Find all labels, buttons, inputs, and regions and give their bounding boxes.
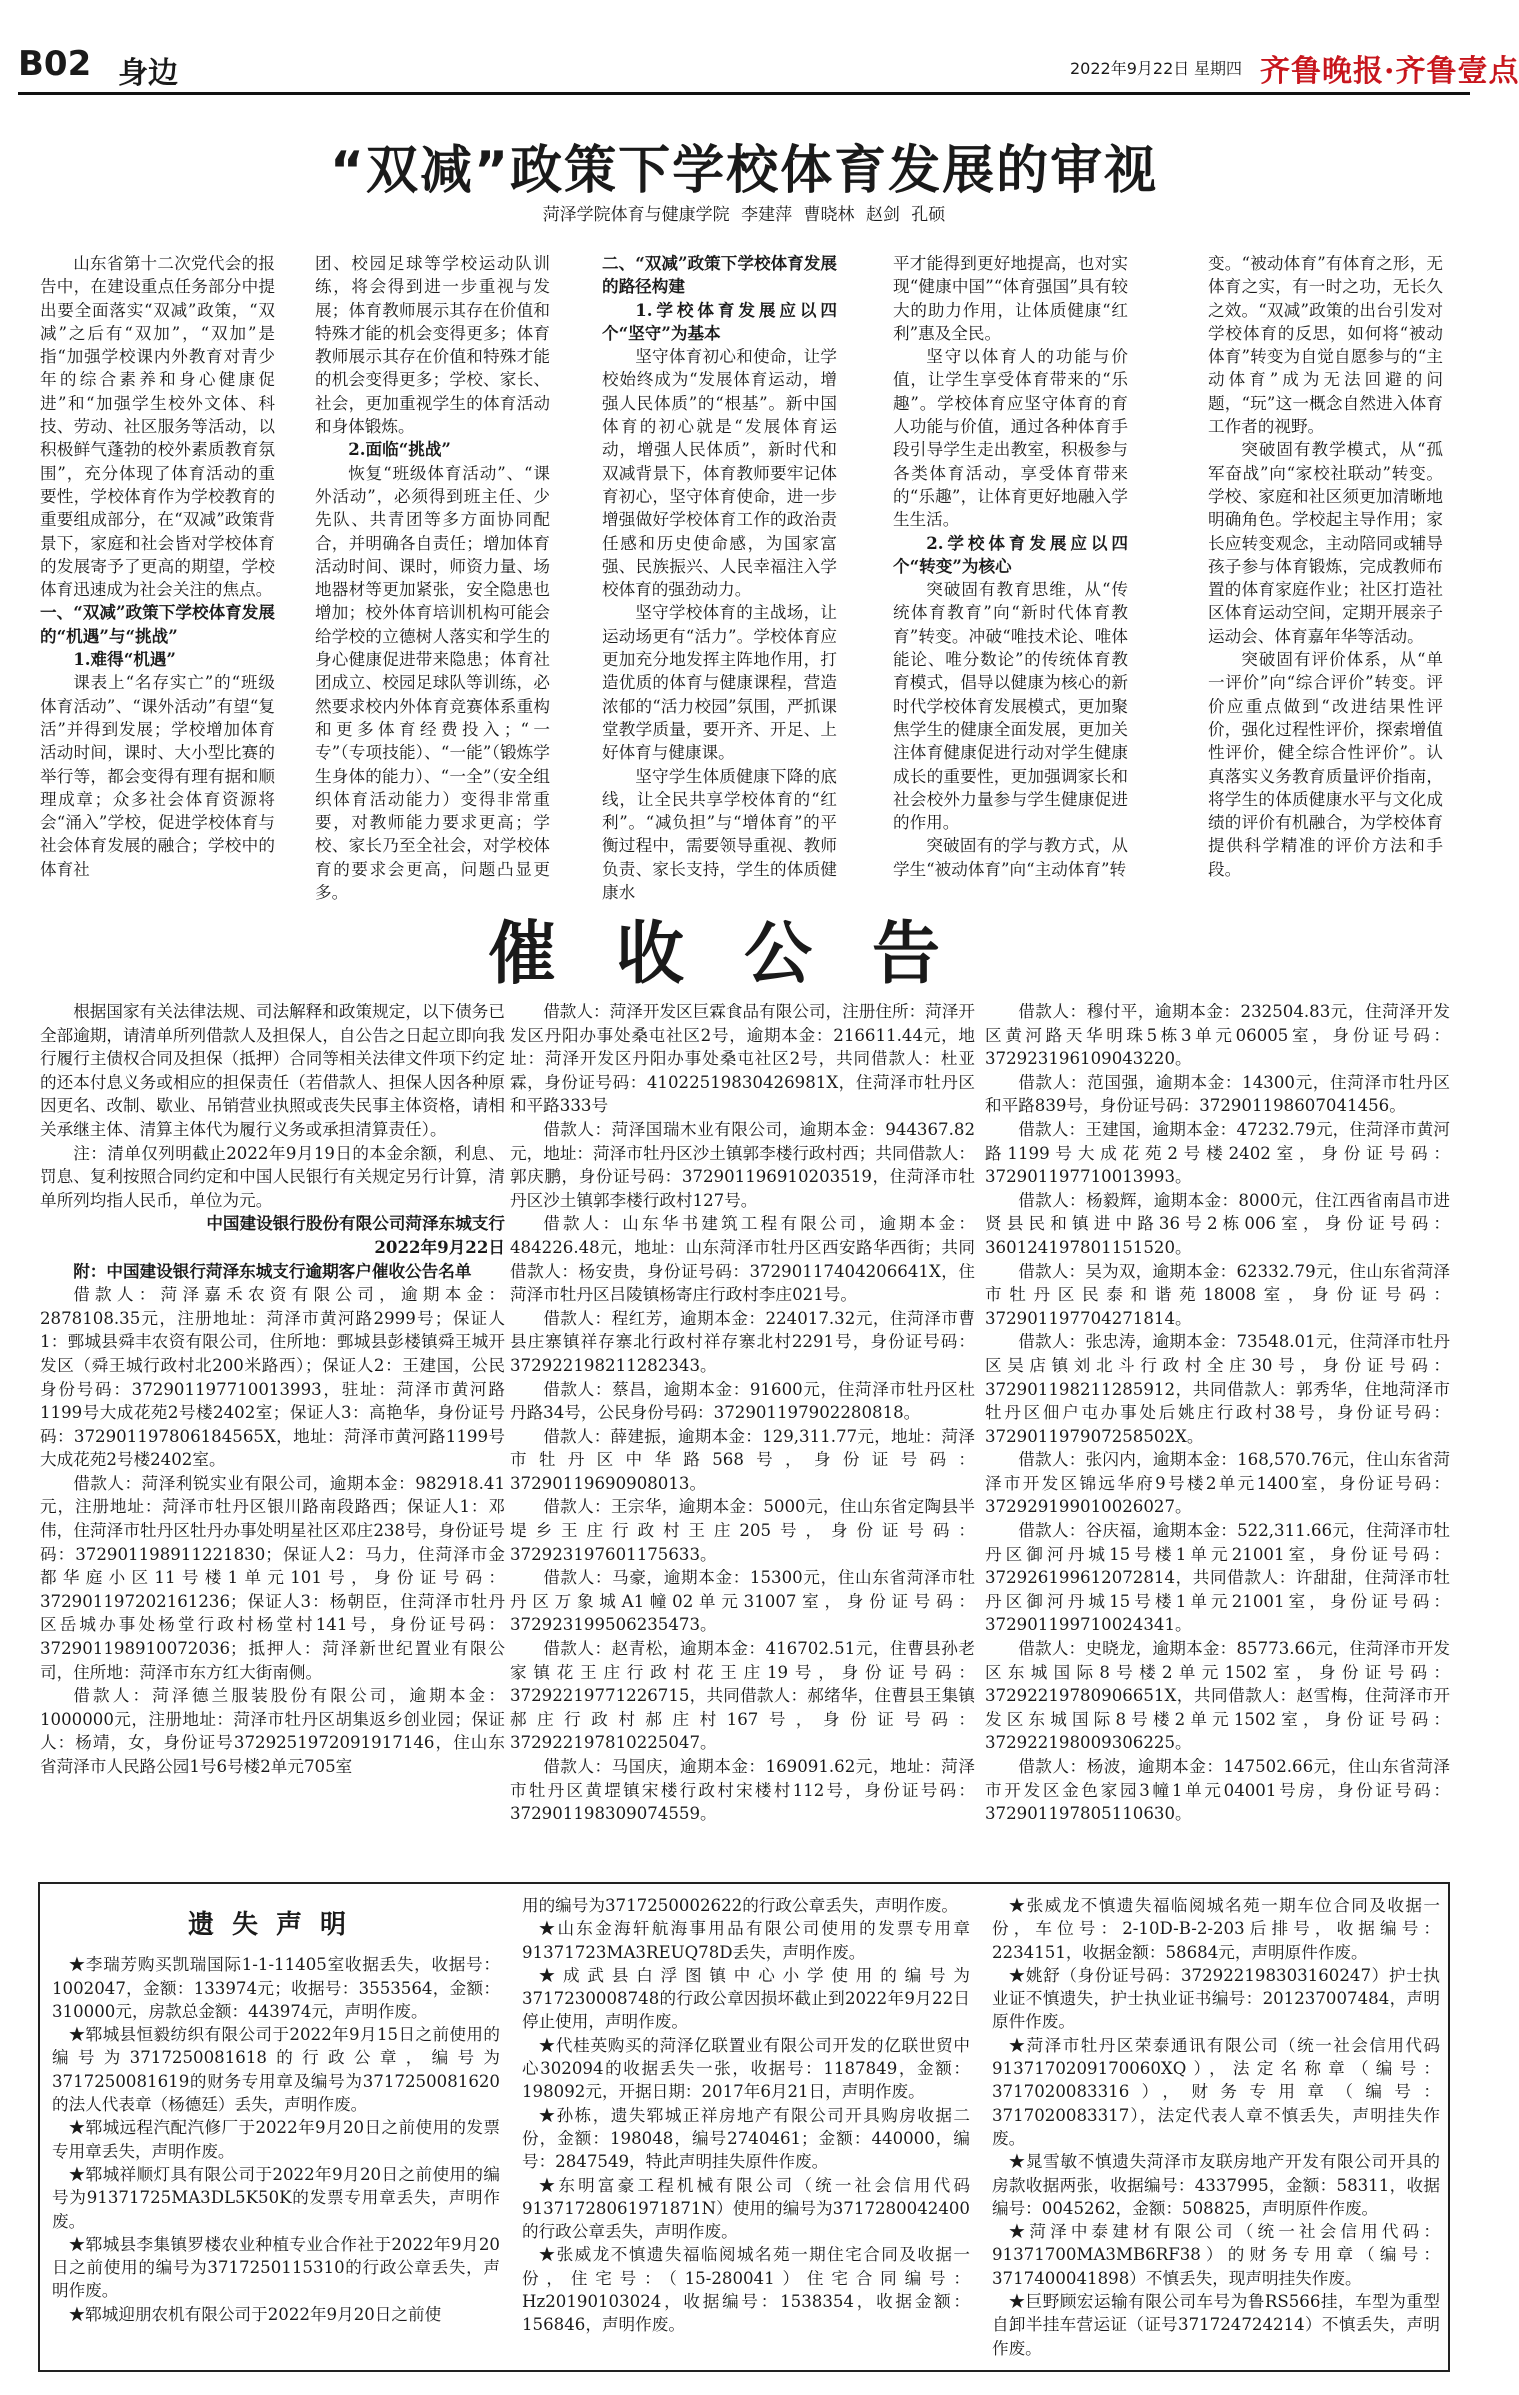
header-rule	[18, 92, 1470, 95]
paragraph: ★山东金海轩航海事用品有限公司使用的发票专用章91371723MA3REUQ78D丢失，声明作废。	[522, 1919, 970, 1962]
paragraph: ★菏泽中泰建材有限公司（统一社会信用代码：91371700MA3MB6RF38）的财务专用章（编号：3717400041898）不慎丢失，现声明挂失作废。	[992, 2222, 1440, 2288]
paragraph: 坚守体育初心和使命，让学校始终成为“发展体育运动，增强人民体质”的“根基”。新中国体育的初心就是“发展体育运动，增强人民体质”，新时代和双减背景下，体育教师要牢记体育初心，坚守体育使命，进一步增强做好学校体育工作的政治责任感和历史使命感，为国家富强、民族振兴、人民幸福注入学校体育的强劲动力。	[602, 347, 837, 600]
paragraph: 借款人：吴为双，逾期本金：62332.79元，住山东省菏泽市牡丹区民泰和谐苑18008室，身份证号码：372901197704271814。	[985, 1261, 1450, 1328]
paragraph: 借款人：菏泽嘉禾农资有限公司，逾期本金：2878108.35元，注册地址：菏泽市黄河路2999号；保证人1：鄄城县舜丰农资有限公司，住所地：鄄城县彭楼镇舜王城开发区（舜王城行政村北200米路西）；保证人2：王建国，公民身份号码：372901197710013993，驻址：菏泽市黄河路1199号大成花苑2号楼2402室；保证人3：高艳华，身份证号码：372901197806184565X，地址：菏泽市黄河路1199号大成花苑2号楼2402室。	[40, 1285, 505, 1470]
paragraph: ★姚舒（身份证号码：372922198303160247）护士执业证不慎遗失，护士执业证书编号：201237007484，声明原件作废。	[992, 1965, 1440, 2032]
paragraph: 借款人：山东华书建筑工程有限公司，逾期本金：484226.48元，地址：山东菏泽市牡丹区西安路华西街；共同借款人：杨安贵，身份证号码：37290117404206641X，住菏泽市牡丹区吕陵镇杨寄庄行政村李庄021号。	[510, 1214, 975, 1305]
paragraph: 突破固有评价体系，从“单一评价”向“综合评价”转变。评价应重点做到“改进结果性评价，强化过程性评价，探索增值性评价，健全综合性评价”。认真落实义务教育质量评价指南，将学生的体质健康水平与文化成绩的评价有机融合，为学校体育提供科学精准的评价方法和手段。	[1208, 650, 1443, 879]
section-name: 身边	[118, 56, 178, 91]
paragraph: 坚守以体育人的功能与价值，让学生享受体育带来的“乐趣”。学校体育应坚守体育的育人功能与价值，通过各种体育手段引导学生走出教室，积极参与各类体育活动，享受体育带来的“乐趣”，让体育更好地融入学生生活。	[893, 347, 1128, 530]
paragraph: 借款人：马国庆，逾期本金：169091.62元，地址：菏泽市牡丹区黄堽镇宋楼行政村宋楼村112号，身份证号码：372901198309074559。	[510, 1757, 975, 1824]
paragraph: ★张威龙不慎遗失福临阅城名苑一期车位合同及收据一份，车位号：2-10D-B-2-203后排号，收据编号：2234151，收据金额：58684元，声明原件作废。	[992, 1896, 1440, 1962]
paragraph: ★巨野顾宏运输有限公司车号为鲁RS566挂，车型为重型自卸半挂车营运证（证号371724724214）不慎丢失，声明作废。	[992, 2292, 1440, 2358]
article-byline: 菏泽学院体育与健康学院 李建萍 曹晓林 赵剑 孔硕	[542, 205, 946, 225]
paragraph: 借款人：王建国，逾期本金：47232.79元，住菏泽市黄河路1199号大成花苑2号楼2402室，身份证号码：372901197710013993。	[985, 1119, 1450, 1187]
paragraph: ★代桂英购买的菏泽亿联置业有限公司开发的亿联世贸中心302094的收据丢失一张，收据号：1187849，金额：198092元，开据日期：2017年6月21日，声明作废。	[522, 2035, 970, 2102]
paragraph: 借款人：菏泽利锐实业有限公司，逾期本金：982918.41元，注册地址：菏泽市牡丹区银川路南段路西；保证人1：邓伟，住菏泽市牡丹区牡丹办事处明星社区邓庄238号，身份证号码：372901198911221830；保证人2：马力，住菏泽市金都华庭小区11号楼1单元101号，身份证号码：372901197202161236；保证人3：杨朝臣，住菏泽市牡丹区岳城办事处杨堂行政村杨堂村141号，身份证号码：372901198910072036；抵押人：菏泽新世纪置业有限公司，住所地：菏泽市东方红大街南侧。	[40, 1473, 505, 1682]
paragraph: 借款人：菏泽德兰服装股份有限公司，逾期本金：1000000元，注册地址：菏泽市牡丹区胡集返乡创业园；保证人：杨靖，女，身份证号3729251972091917146，住山东省菏泽市人民路公园1号6号楼2单元705室	[40, 1686, 505, 1776]
paragraph: 二、“双减”政策下学校体育发展的路径构建	[602, 253, 837, 297]
paragraph: 用的编号为3717250002622的行政公章丢失，声明作废。	[522, 1896, 958, 1915]
paragraph: ★孙栋，遗失郓城正祥房地产有限公司开具购房收据二份，金额：198048，编号2740461；金额：440000，编号：2847549，特此声明挂失原件作废。	[522, 2105, 970, 2172]
paragraph: ★东明富豪工程机械有限公司（统一社会信用代码91371728061971871N）使用的编号为3717280042400的行政公章丢失，声明作废。	[522, 2175, 970, 2242]
paragraph: 突破固有教育思维，从“传统体育教育”向“新时代体育教育”转变。冲破“唯技术论、唯体能论、唯分数论”的传统体育教育模式，倡导以健康为核心的新时代学校体育发展模式，更加聚焦学生的健康全面发展，更加关注体育健康促进行动对学生健康成长的重要性，更加强调家长和社会校外力量参与学生健康促进的作用。	[893, 580, 1128, 833]
page-number: B02	[18, 44, 92, 84]
paragraph: 借款人：王宗华，逾期本金：5000元，住山东省定陶县半堤乡王庄行政村王庄205号，身份证号码：372923197601175633。	[510, 1497, 975, 1564]
paragraph: 借款人：蔡昌，逾期本金：91600元，住菏泽市牡丹区杜丹路34号，公民身份号码：372901197902280818。	[510, 1379, 975, 1423]
paragraph: 借款人：菏泽开发区巨霖食品有限公司，注册住所：菏泽开发区丹阳办事处桑屯社区2号，逾期本金：216611.44元，地址：菏泽开发区丹阳办事处桑屯社区2号，共同借款人：杜亚霖，身份证号码：41022519830426981X，住菏泽市牡丹区和平路333号	[510, 1002, 975, 1116]
notice-title: 催收公告	[487, 914, 1000, 994]
issue-date: 2022年9月22日	[1070, 59, 1190, 78]
paragraph: 变。“被动体育”有体育之形，无体育之实，有一时之功，无长久之效。“双减”政策的出台引发对学校体育的反思，如何将“被动体育”转变为自觉自愿参与的“主动体育”成为无法回避的问题，“玩”这一概念自然进入体育工作者的视野。	[1208, 254, 1443, 437]
article-title: “双减”政策下学校体育发展的审视	[329, 141, 1159, 201]
paragraph: 借款人：赵青松，逾期本金：416702.51元，住曹县孙老家镇花王庄行政村花王庄19号，身份证号码：37292219771226715，共同借款人：郝绪华，住曹县王集镇郝庄行政村郝庄村167号，身份证号码：372922197810225047。	[510, 1639, 975, 1753]
paragraph: 注：清单仅列明截止2022年9月19日的本金余额，利息、罚息、复利按照合同约定和中国人民银行有关规定另行计算，清单所列均指人民币，单位为元。	[40, 1143, 505, 1210]
paragraph: 1.难得“机遇”	[73, 649, 176, 670]
paragraph: 坚守学校体育的主战场，让运动场更有“活力”。学校体育应更加充分地发挥主阵地作用，打造优质的体育与健康课程，营造浓郁的“活力校园”氛围，严抓课堂教学质量，要开齐、开足、上好体育与健康课。	[602, 603, 837, 763]
paragraph: 课表上“名存实亡”的“班级体育活动”、“课外活动”有望“复活”并得到发展；学校增加体育活动时间，课时、大小型比赛的举行等，都会变得有理有据和顺理成章；众多社会体育资源将会“涌入”学校，促进学校体育与社会体育发展的融合；学校中的体育社	[40, 673, 275, 879]
article-column	[602, 252, 837, 912]
paragraph: 突破固有教学模式，从“孤军奋战”向“家校社联动”转变。学校、家庭和社区须更加清晰地明确角色。学校起主导作用；家长应转变观念，主动陪同或辅导孩子参与体育锻炼，完成教师布置的体育家庭作业；社区打造社区体育运动空间，定期开展亲子运动会、体育嘉年华等活动。	[1208, 440, 1443, 646]
paragraph: 附：中国建设银行菏泽东城支行逾期客户催收公告名单	[73, 1260, 472, 1281]
paragraph: 突破固有的学与教方式，从学生“被动体育”向“主动体育”转	[893, 836, 1128, 879]
paragraph: ★张威龙不慎遗失福临阅城名苑一期住宅合同及收据一份，住宅号：（15-280041）住宅合同编号：Hz20190103024，收据编号：1538354，收据金额：156846，声明作废。	[522, 2245, 970, 2335]
lost-notice-box	[38, 1882, 1450, 2372]
paragraph: 借款人：马豪，逾期本金：15300元，住山东省菏泽市牡丹区万象城A1幢02单元31007室，身份证号码：372923199506235473。	[510, 1568, 975, 1635]
paragraph: ★晁雪敏不慎遗失菏泽市友联房地产开发有限公司开具的房款收据两张，收据编号：4337995，金额：58311，收据编号：0045262，金额：508825，声明原件作废。	[992, 2152, 1440, 2218]
paragraph: 借款人：张闪内，逾期本金：168,570.76元，住山东省菏泽市开发区锦远华府9号楼2单元1400室，身份证号码：372929199010026027。	[985, 1450, 1450, 1517]
page-header	[18, 40, 1519, 91]
newspaper-logo: 齐鲁晚报·齐鲁壹点	[1260, 54, 1519, 89]
paragraph: 1.学校体育发展应以四个“坚守”为基本	[602, 299, 837, 343]
notice-column	[985, 1000, 1450, 1840]
paragraph: ★郓城远程汽配汽修厂于2022年9月20日之前使用的发票专用章丢失，声明作废。	[52, 2118, 500, 2161]
paragraph: ★郓城迎朋农机有限公司于2022年9月20日之前使	[68, 2304, 442, 2324]
paragraph: ★郓城祥顺灯具有限公司于2022年9月20日之前使用的编号为91371725MA3DL5K50K的发票专用章丢失，声明作废。	[52, 2164, 500, 2231]
paragraph: 借款人：程红芳，逾期本金：224017.32元，住菏泽市曹县庄寨镇祥存寨北行政村祥存寨北村2291号，身份证号码：372922198211282343。	[510, 1308, 975, 1375]
paragraph: 借款人：史晓龙，逾期本金：85773.66元，住菏泽市开发区东城国际8号楼2单元1502室，身份证号码：37292219780906651X，共同借款人：赵雪梅，住菏泽市开发区东城国际8号楼2单元1502室，身份证号码：372922198009306225。	[985, 1639, 1450, 1753]
paragraph: 2.学校体育发展应以四个“转变”为核心	[893, 532, 1128, 576]
article-column	[315, 252, 550, 912]
article-column	[893, 252, 1128, 912]
paragraph: 借款人：杨波，逾期本金：147502.66元，住山东省菏泽市开发区金色家园3幢1单元04001号房，身份证号码：372901197805110630。	[985, 1757, 1450, 1824]
paragraph: 山东省第十二次党代会的报告中，在建设重点任务部分中提出要全面落实“双减”政策，“双减”之后有“双加”，“双加”是指“加强学校课内外教育对青少年的综合素养和身心健康促进”和“加强学生校外文体、科技、劳动、社区服务等活动，以积极鲜气蓬勃的校外素质教育氛围”，充分体现了体育活动的重要性，学校体育作为学校教育的重要组成部分，在“双减”政策背景下，家庭和社会皆对学校体育的发展寄予了更高的期望，学校体育迅速成为社会关注的焦点。	[40, 254, 275, 600]
paragraph: 借款人：菏泽国瑞木业有限公司，逾期本金：944367.82元，地址：菏泽市牡丹区沙土镇郭李楼行政村西；共同借款人：郭庆鹏，身份证号码：372901196910203519，住菏泽市牡丹区沙土镇郭李楼行政村127号。	[510, 1119, 975, 1210]
paragraph: 一、“双减”政策下学校体育发展的“机遇”与“挑战”	[40, 602, 275, 646]
lost-column	[522, 1894, 970, 2366]
paragraph: ★郓城县恒毅纺织有限公司于2022年9月15日之前使用的编号为3717250081618的行政公章，编号为3717250081619的财务专用章及编号为3717250081620的法人代表章（杨德廷）丢失，声明作废。	[52, 2025, 500, 2115]
paragraph: 中国建设银行股份有限公司菏泽东城支行	[206, 1213, 505, 1234]
lost-column	[992, 1894, 1440, 2366]
issue-weekday: 星期四	[1194, 59, 1243, 78]
paragraph: 借款人：范国强，逾期本金：14300元，住菏泽市牡丹区和平路839号，身份证号码：372901198607041456。	[985, 1072, 1450, 1116]
paragraph: 借款人：穆付平，逾期本金：232504.83元，住菏泽开发区黄河路天华明珠5栋3单元06005室，身份证号码：372923196109043220。	[985, 1002, 1450, 1069]
paragraph: 借款人：薛建振，逾期本金：129,311.77元，地址：菏泽市牡丹区中华路568号，身份证号码：37290119690908013。	[510, 1426, 975, 1493]
paragraph: ★菏泽市牡丹区荣泰通讯有限公司（统一社会信用代码9137170209170060XQ），法定名称章（编号：3717020083316），财务专用章（编号：3717020083317），法定代表人章不慎丢失，声明挂失作废。	[992, 2035, 1440, 2148]
lost-entries	[52, 1953, 500, 2326]
paragraph: 借款人：张忠涛，逾期本金：73548.01元，住菏泽市牡丹区吴店镇刘北斗行政村全庄30号，身份证号码：372901198211285912，共同借款人：郭秀华，住地菏泽市牡丹区佃户屯办事处后姚庄行政村38号，身份证号码：372901197907258502X。	[985, 1332, 1450, 1446]
notice-column	[510, 1000, 975, 1840]
notice-column	[40, 1000, 505, 1840]
article-column	[1208, 252, 1443, 912]
paragraph: 平才能得到更好地提高，也对实现“健康中国”“体育强国”具有较大的助力作用，让体质健康“红利”惠及全民。	[893, 254, 1128, 343]
paragraph: ★郓城县李集镇罗楼农业种植专业合作社于2022年9月20日之前使用的编号为3717250115310的行政公章丢失，声明作废。	[52, 2234, 500, 2301]
paragraph: 2022年9月22日	[374, 1236, 505, 1257]
paragraph: ★李瑞芳购买凯瑞国际1-1-11405室收据丢失，收据号：1002047，金额：133974元；收据号：3553564，金额：310000元，房款总金额：443974元，声明作废。	[52, 1955, 500, 2021]
paragraph: 坚守学生体质健康下降的底线，让全民共享学校体育的“红利”。“减负担”与“增体育”的平衡过程中，需要领导重视、教师负责、家长支持，学生的体质健康水	[602, 766, 837, 903]
paragraph: 借款人：谷庆福，逾期本金：522,311.66元，住菏泽市牡丹区御河丹城15号楼1单元21001室，身份证号码：372926199612072814，共同借款人：许甜甜，住菏泽市牡丹区御河丹城15号楼1单元21001室，身份证号码：372901199710024341。	[985, 1521, 1450, 1635]
paragraph: 团、校园足球等学校运动队训练，将会得到进一步重视与发展；体育教师展示其存在价值和特殊才能的机会变得更多；体育教师展示其存在价值和特殊才能的机会变得更多；学校、家长、社会，更加重视学生的体育活动和身体锻炼。	[315, 254, 550, 437]
paragraph: ★成武县白浮图镇中心小学使用的编号为3717230008748的行政公章因损坏截止到2022年9月22日停止使用，声明作废。	[522, 1965, 970, 2032]
paragraph: 根据国家有关法律法规、司法解释和政策规定，以下债务已全部逾期，请清单所列借款人及担保人，自公告之日起立即向我行履行主债权合同及担保（抵押）合同等相关法律文件项下约定的还本付息义务或相应的担保责任（若借款人、担保人因各种原因更名、改制、歇业、吊销营业执照或丧失民事主体资格，请相关承继主体、清算主体代为履行义务或承担清算责任）。	[40, 1002, 505, 1139]
lost-title: 遗失声明	[187, 1910, 364, 1940]
paragraph: 借款人：杨毅辉，逾期本金：8000元，住江西省南昌市进贤县民和镇进中路36号2栋006室，身份证号码：360124197801151520。	[985, 1190, 1450, 1257]
article-column	[40, 252, 275, 912]
paragraph: 恢复“班级体育活动”、“课外活动”，必须得到班主任、少先队、共青团等多方面协同配合，并明确各自责任；增加体育活动时间、课时，师资力量、场地器材等更加紧张，安全隐患也增加；校外体育培训机构可能会给学校的立德树人落实和学生的身心健康促进带来隐患；体育社团成立、校园足球队等训练，必然要求校内外体育竞赛体系重构和更多体育经费投入；“一专”（专项技能）、“一能”（锻炼学生身体的能力）、“一全”（安全组织体育活动能力）变得非常重要，对教师能力要求更高；学校、家长乃至全社会，对学校体育的要求会更高，问题凸显更多。	[315, 463, 550, 903]
lost-column	[52, 1894, 500, 2366]
paragraph: 2.面临“挑战”	[348, 439, 451, 460]
